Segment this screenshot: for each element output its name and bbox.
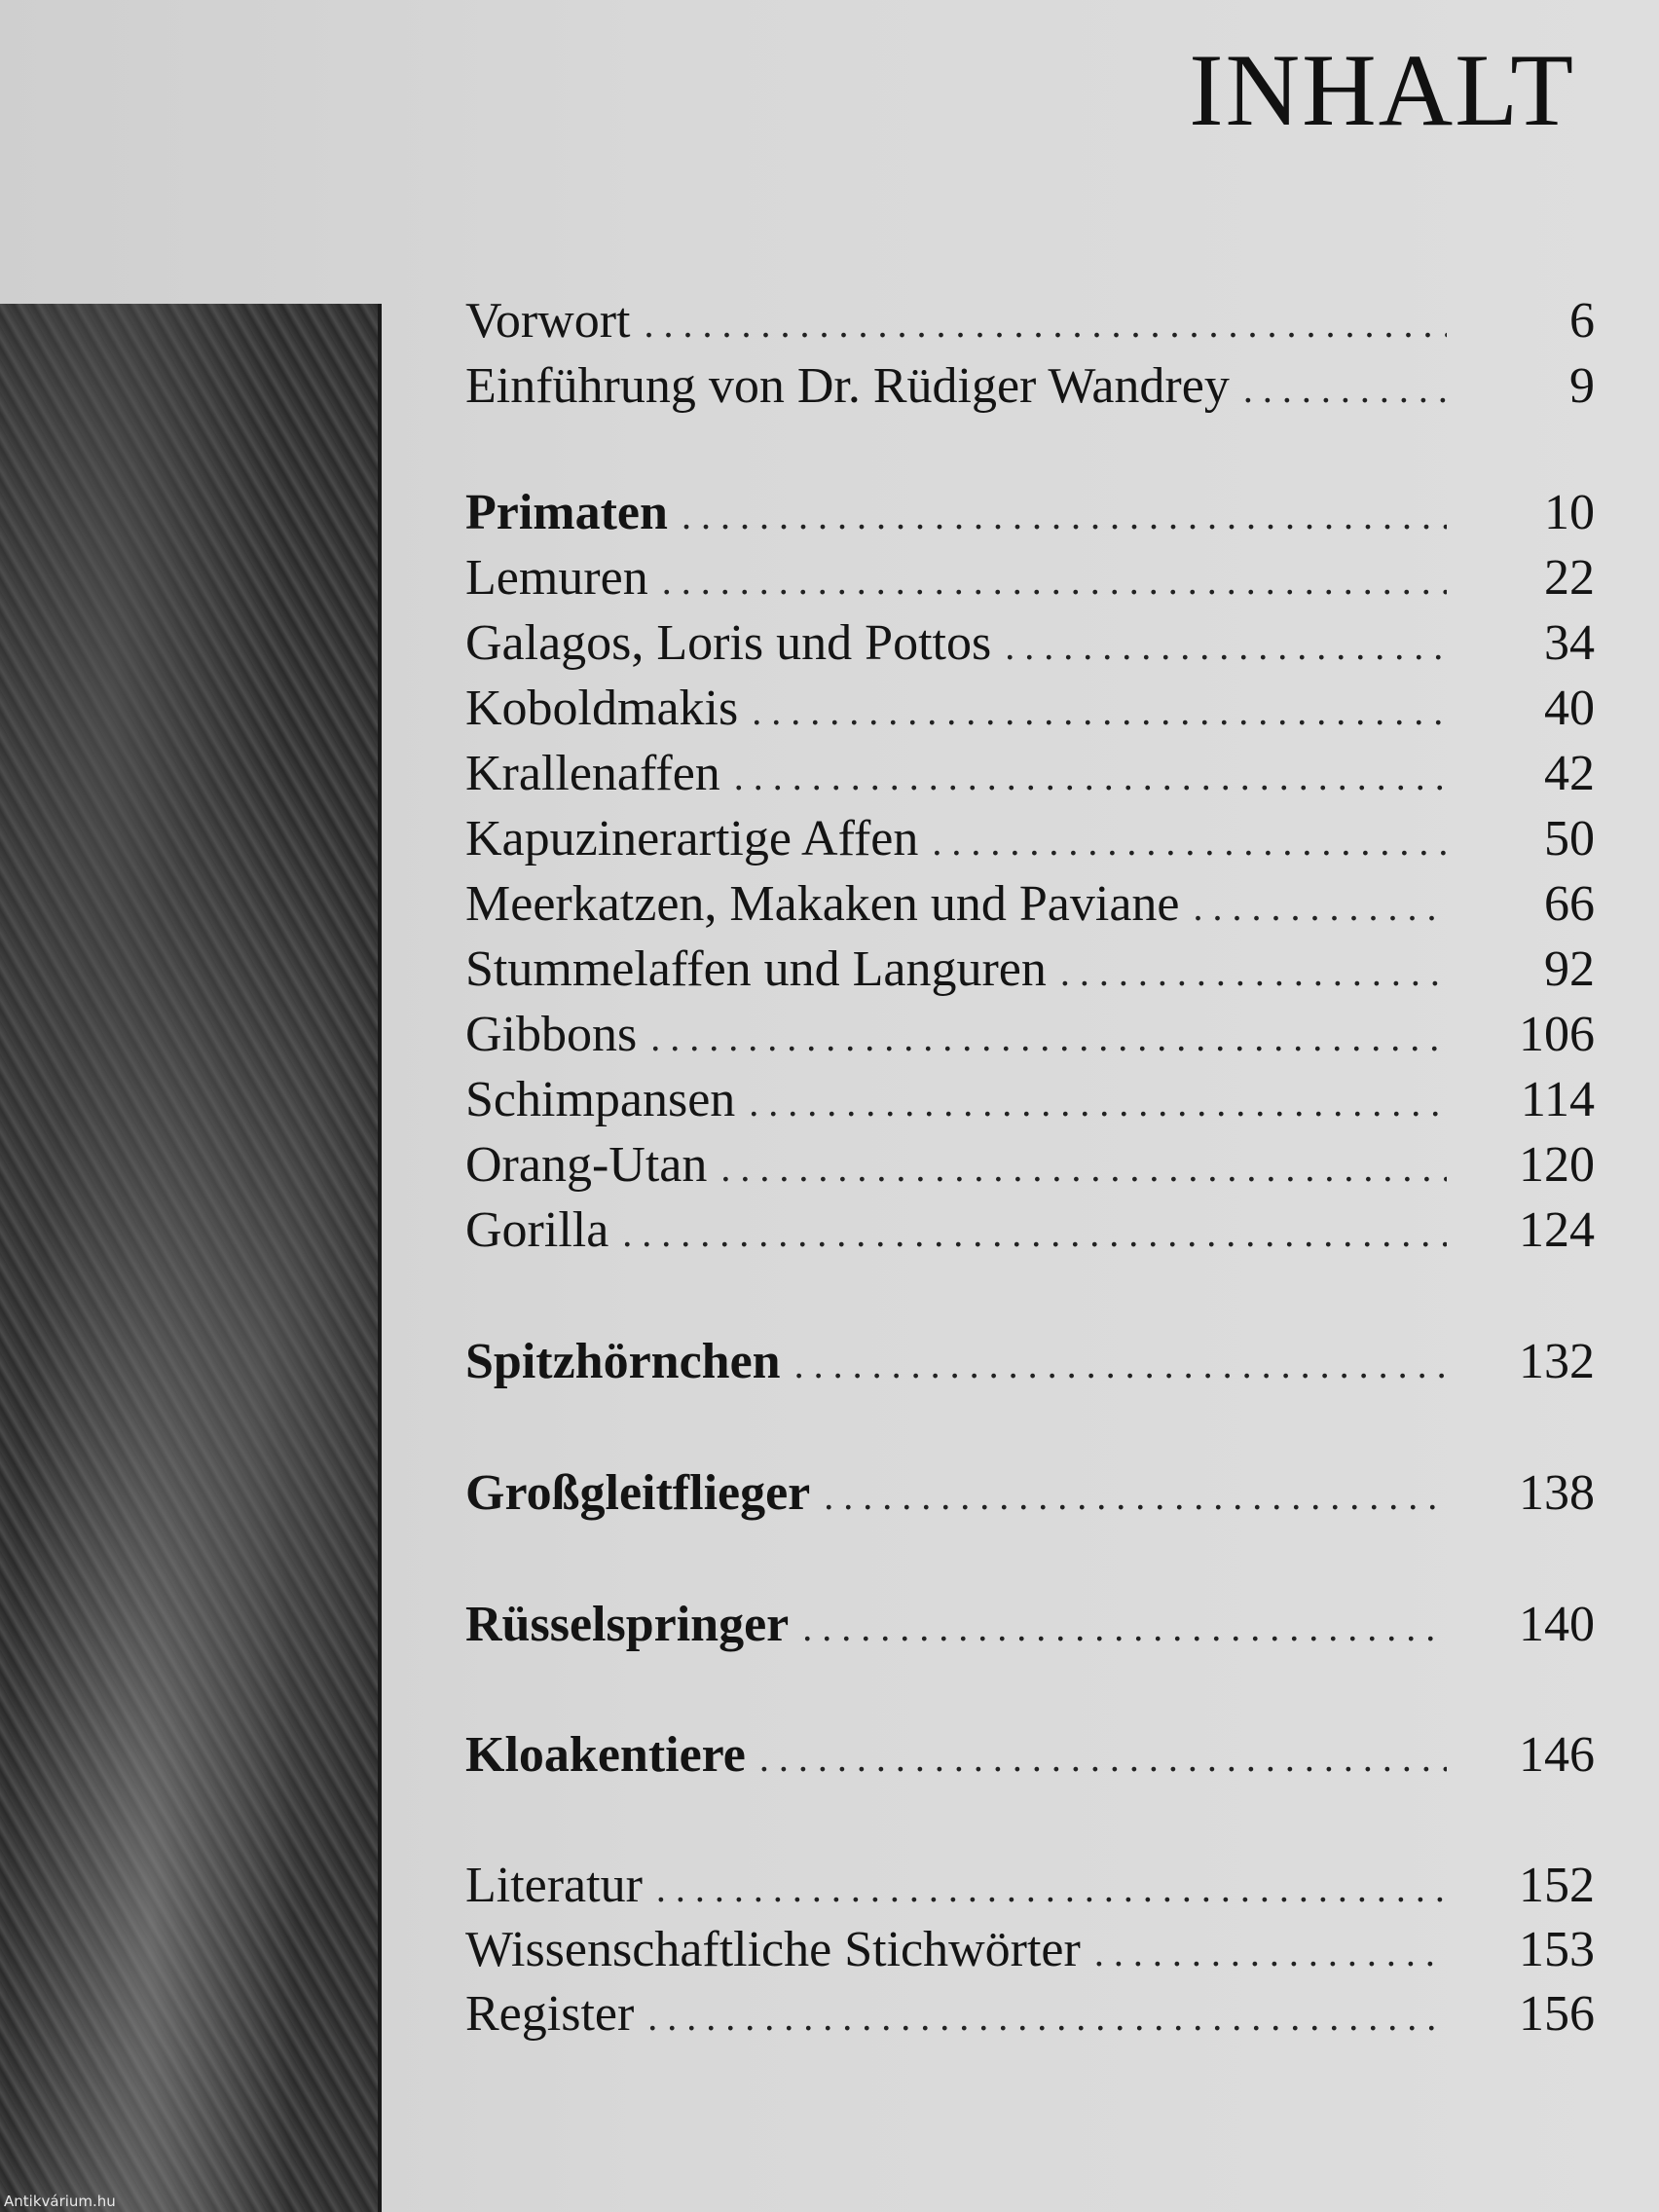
toc-entry-stummelaffen	[465, 940, 1595, 999]
dot-leader	[1094, 1921, 1447, 1982]
toc-entry-gibbons	[465, 1006, 1595, 1064]
toc-section-grossgleitflieger	[465, 1464, 1595, 1523]
toc-entry-label: Krallenaffen	[465, 746, 720, 801]
toc-entry-label: Rüsselspringer	[465, 1597, 790, 1652]
toc-entry-label: Stummelaffen und Languren	[465, 941, 1047, 997]
toc-entry-label: Kapuzinerartige Affen	[465, 811, 919, 866]
toc-section-kloakentiere	[465, 1726, 1595, 1785]
toc-section-ruesselspringer	[465, 1596, 1595, 1654]
toc-entry-krallenaffen	[465, 745, 1595, 803]
toc-entry-meerkatzen	[465, 875, 1595, 934]
toc-entry-page: 9	[1569, 358, 1595, 414]
toc-entry-page: 114	[1520, 1072, 1595, 1127]
toc-entry-page: 6	[1569, 293, 1595, 349]
toc-entry-label: Schimpansen	[465, 1072, 736, 1127]
toc-entry-page: 106	[1519, 1007, 1595, 1062]
dot-leader	[1243, 357, 1447, 419]
toc-entry-vorwort	[465, 292, 1595, 350]
toc-entry-label: Koboldmakis	[465, 681, 739, 736]
toc-entry-label: Wissenschaftliche Stichwörter	[465, 1922, 1081, 1977]
toc-entry-galagos	[465, 614, 1595, 673]
toc-entry-page: 34	[1544, 615, 1595, 671]
toc-entry-page: 138	[1519, 1465, 1595, 1521]
toc-entry-label: Einführung von Dr. Rüdiger Wandrey	[465, 358, 1230, 414]
toc-entry-page: 146	[1519, 1727, 1595, 1783]
toc-entry-label: Literatur	[465, 1858, 643, 1913]
toc-entry-koboldmakis	[465, 680, 1595, 738]
toc-entry-page: 40	[1544, 681, 1595, 736]
toc-entry-label: Meerkatzen, Makaken und Paviane	[465, 876, 1180, 932]
toc-entry-label: Primaten	[465, 485, 668, 540]
dot-leader	[824, 1464, 1447, 1526]
dot-leader	[802, 1596, 1447, 1657]
dot-leader	[720, 1136, 1447, 1198]
dot-leader	[622, 1201, 1447, 1263]
dot-leader	[682, 484, 1447, 545]
dot-leader	[794, 1333, 1447, 1394]
toc-entry-label: Vorwort	[465, 293, 631, 349]
dot-leader	[749, 1071, 1447, 1132]
toc-entry-page: 152	[1519, 1858, 1595, 1913]
dot-leader	[647, 1985, 1447, 2046]
toc-entry-label: Spitzhörnchen	[465, 1334, 781, 1389]
toc-entry-page: 124	[1519, 1202, 1595, 1258]
toc-entry-page: 156	[1519, 1986, 1595, 2042]
dot-leader	[932, 810, 1447, 871]
toc-entry-page: 42	[1544, 746, 1595, 801]
toc-entry-literatur	[465, 1857, 1595, 1915]
toc-entry-label: Galagos, Loris und Pottos	[465, 615, 992, 671]
toc-entry-page: 22	[1544, 550, 1595, 606]
dot-leader	[1193, 875, 1447, 937]
toc-entry-einfuehrung	[465, 357, 1595, 416]
toc-entry-page: 92	[1544, 941, 1595, 997]
toc-entry-stichwoerter	[465, 1921, 1595, 1979]
toc-entry-label: Lemuren	[465, 550, 648, 606]
toc-entry-page: 120	[1519, 1137, 1595, 1193]
toc-entry-page: 140	[1519, 1597, 1595, 1652]
toc-entry-page: 132	[1519, 1334, 1595, 1389]
toc-entry-kapuzinerartige	[465, 810, 1595, 868]
toc-entry-label: Gibbons	[465, 1007, 638, 1062]
dot-leader	[1060, 940, 1447, 1002]
toc-entry-label: Kloakentiere	[465, 1727, 746, 1783]
animal-photo	[0, 304, 382, 2212]
dot-leader	[734, 745, 1447, 806]
toc-section-spitzhoernchen	[465, 1333, 1595, 1391]
toc-entry-lemuren	[465, 549, 1595, 608]
toc-entry-label: Orang-Utan	[465, 1137, 708, 1193]
dot-leader	[650, 1006, 1447, 1067]
dot-leader	[759, 1726, 1447, 1788]
toc-entry-page: 66	[1544, 876, 1595, 932]
toc-entry-label: Gorilla	[465, 1202, 609, 1258]
dot-leader	[1005, 614, 1447, 676]
toc-entry-page: 153	[1519, 1922, 1595, 1977]
toc-entry-label: Register	[465, 1986, 635, 2042]
page-title: INHALT	[1189, 33, 1575, 147]
dot-leader	[656, 1857, 1447, 1918]
dot-leader	[662, 549, 1447, 610]
dot-leader	[752, 680, 1447, 741]
toc-entry-label: Großgleitflieger	[465, 1465, 811, 1521]
toc-entry-schimpansen	[465, 1071, 1595, 1129]
toc-entry-orang-utan	[465, 1136, 1595, 1195]
toc-section-primaten	[465, 484, 1595, 542]
toc-entry-gorilla	[465, 1201, 1595, 1260]
toc-entry-page: 10	[1544, 485, 1595, 540]
dot-leader	[644, 292, 1447, 353]
watermark: Antikvárium.hu	[4, 2193, 116, 2210]
toc-entry-page: 50	[1544, 811, 1595, 866]
toc-entry-register	[465, 1985, 1595, 2044]
